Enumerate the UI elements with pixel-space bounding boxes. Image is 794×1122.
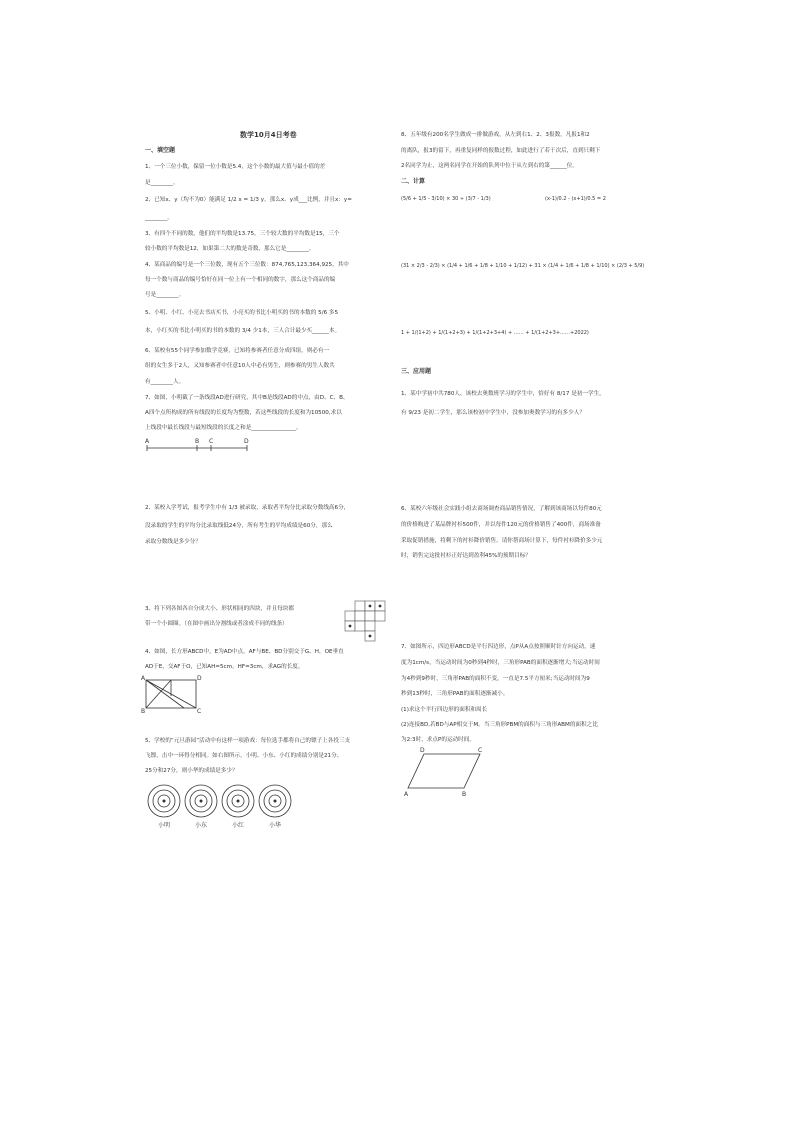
para-label-a: A [404,791,409,798]
app-7-line-4: 秒到13秒时，三角形PAB的面积逐渐减小。 [401,691,509,697]
question-6-line-2: 组的女生多于2人，又知参赛者中任意10人中必有男生，则参赛的男生人数共 [145,363,335,369]
app-7-line-7: 为2:3时，求点P的运动时间。 [401,737,475,743]
app-1-line-2: 有 9/23 是初二学生，那么该校初中学生中，没参加奥数学习的有多少人？ [401,410,585,416]
parallelogram-shape [408,754,480,788]
problem-4-line-1: 4、如图，长方形ABCD中，E为AD中点，AF与BE、BD分别交于G、H，OE垂直 [145,649,344,655]
question-5-line-1: 5、小明、小红、小亮去书店买书，小亮买的书比小明买的书的本数的 5/6 多5 [145,310,339,316]
problem-4-line-2: AD于E，交AF于O，已知AH=5cm，HF=3cm，求AG的长度。 [145,664,304,670]
exam-title: 数学10月4日考卷 [240,131,297,139]
target-xiaohong [222,785,254,829]
question-2-line-1: 2、已知x、y（均不为0）能满足 1/2 x = 1/3 y，那么x、y成___比例，并且x：y= [145,197,352,203]
problem-5-line-2: 飞镖，击中一环得分相同。如右图所示，小明、小东、小红的成绩分别是21分、 [145,753,343,759]
segment-figure [143,436,255,454]
question-6-line-3: 有________人。 [145,379,185,385]
question-1-line-2: 是________。 [145,180,179,186]
app-7-line-5: (1)求这个平行四边形的面积和周长 [401,707,488,713]
target-label-xiaodong: 小东 [195,822,208,829]
section-calculation: 二、计算 [401,178,426,185]
target-label-xiaohua: 小华 [269,822,282,829]
calc-2: (x-1)/0.2 - (x+1)/0.5 = 2 [545,196,606,202]
question-1-line-1: 1、一个三位小数，保留一位小数是5.4，这个小数的最大值与最小值的差 [145,164,326,170]
question-8-line-1: 8、五年级有200名学生做成一排做游戏，从左到右1、2、3报数，凡报1和2 [401,132,590,138]
app-1-line-1: 1、某中学初中共780人，该校去奥数班学习的学生中，恰好有 8/17 是初一学生， [401,391,605,397]
problem-2-line-2: 没录取的学生的平均分比录取线低24分，所有考生的平均成绩是60分，那么 [145,523,333,529]
rect-label-b: B [141,708,146,714]
rect-label-d: D [197,675,202,682]
question-7-line-2: A四个点所构成的所有线段的长度均为整数，若这些线段的长度和为10500,求以 [145,410,342,416]
question-8-line-2: 的离队，报3的留下，再重复同样的报数过程，如此进行了若干次后，直到只剩下 [401,148,601,154]
app-7-line-1: 7、如图所示，四边形ABCD是平行四边形，点P从A点按照顺时针方向运动，速 [401,644,596,650]
question-3-line-2: 较小数的平均数是12，如果第二大的数是奇数，那么它是________。 [145,246,315,252]
question-8-line-3: 2名同学为止，这两名同学在开始的队列中位于从左到右的第______位。 [401,163,578,169]
app-6-line-1: 6、某校六年级社会实践小组去商场调查商品销售情况，了解到该商场以每件80元 [401,506,602,512]
segment-label-c: C [209,438,214,445]
rect-label-a: A [141,675,146,682]
para-label-c: C [478,747,483,754]
segment-label-a: A [145,438,150,445]
segment-label-b: B [195,438,200,445]
app-7-line-2: 度为1cm/s，当运动时间为0秒到4秒时，三角形PAB的面积逐渐增大;当运动时间 [401,660,600,666]
segment-label-d: D [244,438,249,445]
section-fill-in: 一、填空题 [145,147,176,154]
problem-2-line-3: 录取分数线是多少分？ [145,539,201,545]
grid-figure [344,600,388,642]
question-6-line-1: 6、某校有55个同学参加数学竞赛，已知将参赛者任意分成四组，则必有一 [145,348,330,354]
app-7-line-3: 为4秒到9秒时，三角形PAB的面积不变，一直是7.5平方厘米;当运动时间为9 [401,676,590,682]
question-7-line-3: 上线段中最长线段与最短线段的长度之和是________________。 [145,425,302,431]
dart-targets [142,783,292,829]
question-3-line-1: 3、有四个不同的数，他们的平均数是13.75，三个较大数的平均数是15，三个 [145,231,340,237]
calc-1: (5/6 + 1/5 - 3/10) × 30 ÷ (3/7 - 1/3) [401,196,491,202]
app-6-line-4: 时，销售完这批衬衫正好达到盈利45%的预期目标？ [401,553,531,559]
app-6-line-2: 的价格购进了某品牌衬衫500件，并以每件120元的价格销售了400件，商场准备 [401,522,601,528]
target-label-xiaohong: 小红 [232,822,245,829]
target-xiaohua [259,785,291,829]
question-2-line-2: ________。 [145,215,173,221]
para-label-b: B [462,791,467,798]
problem-3-line-1: 3、将下列各图各自分成大小、形状相同的四块，并且每块都 [145,606,294,612]
rect-label-c: C [197,708,202,714]
calc-4: 1 + 1/(1+2) + 1/(1+2+3) + 1/(1+2+3+4) + …… + 1/(1+2+3+……+2022) [401,330,589,336]
app-7-line-6: (2)连接BD,若BD与AP相交于M，当三角形PBM的面积与三角形ABM的面积之比 [401,722,598,728]
section-application: 三、应用题 [401,368,432,375]
question-7-line-1: 7、如图，小明截了一条线段AD进行研究，其中B是线段AD的中点，由D、C、B、 [145,395,349,401]
rectangle-figure [140,674,202,714]
problem-2-line-1: 2、某校入学考试，报考学生中有 1/3 被录取，录取者平均分比录取分数线高6分， [145,505,350,511]
parallelogram-figure [402,746,486,798]
target-label-xiaoming: 小明 [158,822,171,829]
target-xiaodong [185,785,217,829]
app-6-line-3: 采取促销措施，将剩下的衬衫降价销售。请你帮商场计算下，每件衬衫降价多少元 [401,538,603,544]
question-4-line-3: 号是________。 [145,292,185,298]
problem-5-line-3: 25分和27分，则小华的成绩是多少？ [145,768,238,774]
question-4-line-2: 每一个数与商品的编号恰好在同一位上有一个相同的数字，那么这个商品的编 [145,277,336,283]
problem-5-line-1: 5、学校的“元旦游园”活动中有这样一项游戏：每位选手都将自己的镖子上各投三支 [145,738,351,744]
question-4-line-1: 4、某商品的编号是一个三位数，现有五个三位数：874,765,123,364,925，其中 [145,262,349,268]
question-5-line-2: 本，小红买的书比小明买的书的本数的 3/4 少1本，三人合计最少买______本。 [145,328,341,334]
target-xiaoming [148,785,180,829]
calc-3: (31 × 2/3 - 2/3) × (1/4 + 1/6 + 1/8 + 1/10 + 1/12) + 31 × (1/4 + 1/6 + 1/8 + 1/10) × (2/3 + 5/9) [401,263,645,269]
problem-3-line-2: 带一个小圆圈。（在图中画出分割线或者涂成不同的线条） [145,621,288,627]
para-label-d: D [420,747,425,754]
